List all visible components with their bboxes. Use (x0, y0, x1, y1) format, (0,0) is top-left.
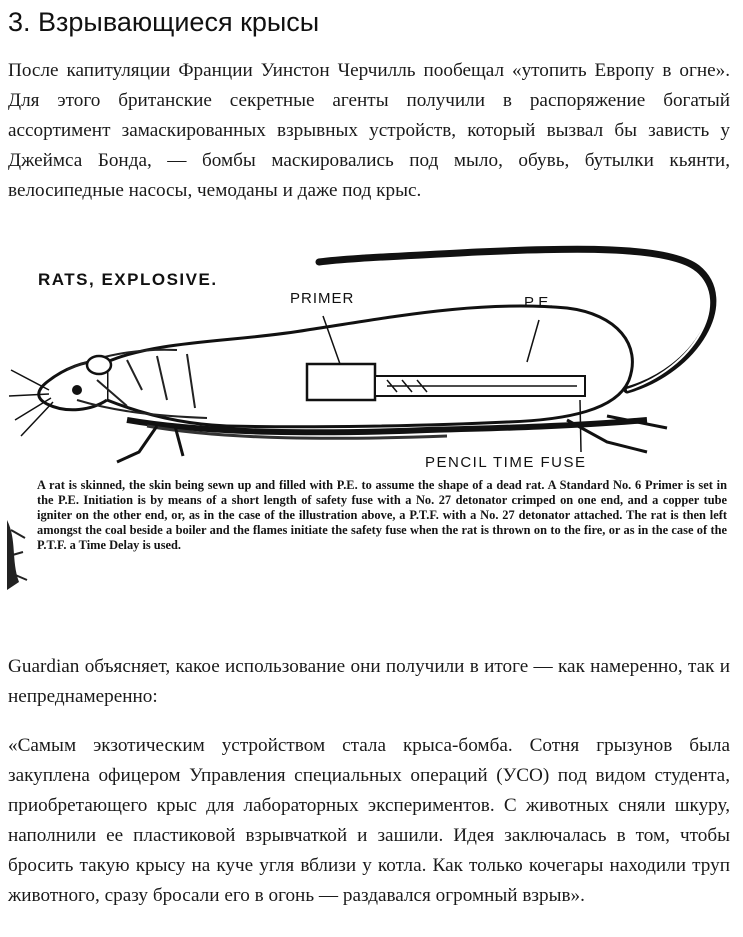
illustration-title: RATS, EXPLOSIVE. (38, 270, 218, 289)
quote-paragraph: «Самым экзотическим устройством стала крыса-бомба. Сотня грызунов была закуплена офицером Управления специальных операций (УСО) под видом студента, приобретающего крыс для лабораторных экспериментов. С животных сняли шкуру, наполнили ее пластиковой взрывчаткой и зашили. Идея заключалась в том, чтобы бросить такую крысу на куче угля вблизи у котла. Как только кочегары находили труп животного, сразу бросали его в огонь — раздавался огромный взрыв». (8, 735, 730, 906)
rat-bomb-illustration (7, 230, 733, 600)
label-primer: PRIMER (290, 290, 355, 307)
intro-paragraph: После капитуляции Франции Уинстон Черчилль пообещал «утопить Европу в огне». Для этого британские секретные агенты получили в распоряжение богатый ассортимент замаскированных взрывных устройств, который вызвал бы зависть у Джеймса Бонда, — бомбы маскировались под мыло, обувь, бутылки кьянти, велосипедные насосы, чемоданы и даже под крыс. (8, 60, 730, 201)
illustration-caption: A rat is skinned, the skin being sewn up and filled with P.E. to assume the shape of a dead rat. A Standard No. 6 Primer is set in the P.E. Initiation is by means of a short length of safety fuse with a No. 27 detonator crimped on one end, and a copper tube igniter on the other end, or, as in the case of the illustration above, a P.T.F. with a No. 27 detonator attached. The rat is then left amongst the coal beside a boiler and the flames initiate the safety fuse when the rat is thrown on to the fire, or as in the case of the P.T.F. a Time Delay is used. (37, 478, 727, 552)
article-heading: 3. Взрывающиеся крысы (8, 7, 320, 37)
label-pencil-time-fuse: PENCIL TIME FUSE (425, 454, 587, 471)
guardian-paragraph: Guardian объясняет, какое использование они получили в итоге — как намеренно, так и непреднамеренно: (8, 656, 730, 707)
label-pe: P.E. (524, 294, 555, 311)
